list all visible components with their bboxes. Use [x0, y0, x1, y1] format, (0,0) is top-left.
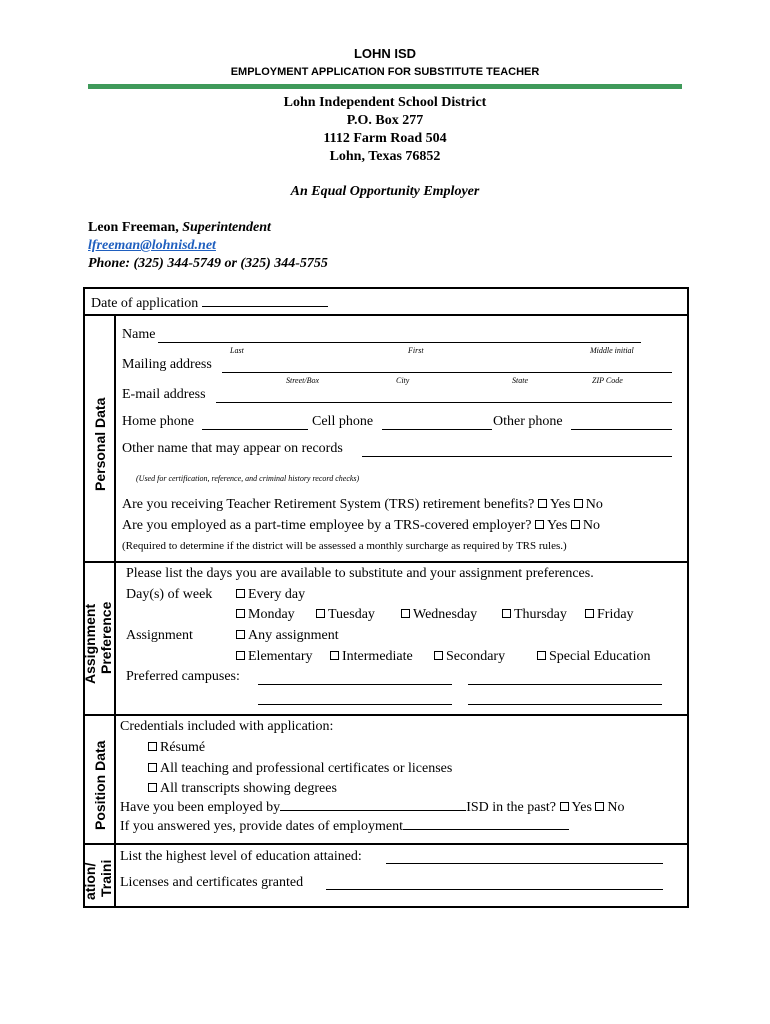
- date-label: Date of application: [91, 296, 199, 311]
- employed-question: Have you been employed by ISD in the past? Yes No: [120, 800, 625, 815]
- intermediate-option: Intermediate: [330, 649, 413, 665]
- special-ed-option: Special Education: [537, 649, 650, 665]
- monday-option: Monday: [236, 607, 295, 623]
- campus-input-2[interactable]: [468, 684, 662, 685]
- name-input[interactable]: [158, 342, 641, 343]
- trs2-no-checkbox[interactable]: [571, 520, 580, 529]
- email-label: E-mail address: [122, 387, 206, 402]
- any-assignment-option: Any assignment: [236, 628, 339, 644]
- side-label-assignment: Assignment: [82, 603, 98, 684]
- home-phone-label: Home phone: [122, 414, 194, 429]
- name-first-hint: First: [408, 346, 424, 355]
- tuesday-option: Tuesday: [316, 607, 375, 623]
- assignment-label: Assignment: [126, 628, 193, 643]
- highest-education-input[interactable]: [386, 863, 663, 864]
- mailing-input[interactable]: [222, 372, 672, 373]
- special-ed-checkbox[interactable]: [537, 651, 546, 660]
- highest-education-label: List the highest level of education attained:: [120, 849, 362, 864]
- side-label-education: ation/: [82, 862, 98, 900]
- every-day-option: Every day: [236, 587, 305, 603]
- email-input[interactable]: [216, 402, 672, 403]
- side-column-divider: [114, 314, 116, 906]
- resume-checkbox[interactable]: [148, 742, 157, 751]
- trs-question-2: Are you employed as a part-time employee by a TRS-covered employer? Yes No: [122, 518, 600, 533]
- superintendent: [88, 220, 271, 236]
- mail-street-hint: Street/Box: [286, 376, 320, 385]
- thursday-option: Thursday: [502, 607, 567, 623]
- elementary-option: Elementary: [236, 649, 313, 665]
- trs1-yes-checkbox[interactable]: [538, 499, 547, 508]
- cell-phone-input[interactable]: [382, 429, 492, 430]
- tuesday-checkbox[interactable]: [316, 609, 325, 618]
- name-last-hint: Last: [230, 346, 244, 355]
- side-label-personal: Personal Data: [92, 397, 108, 491]
- superintendent-phone: Phone: (325) 344-5749 or (325) 344-5755: [88, 256, 328, 271]
- home-phone-input[interactable]: [202, 429, 308, 430]
- transcripts-option: All transcripts showing degrees: [148, 781, 337, 797]
- any-assignment-checkbox[interactable]: [236, 630, 245, 639]
- equal-opportunity: An Equal Opportunity Employer: [290, 184, 480, 199]
- district-name-input[interactable]: [280, 798, 466, 811]
- every-day-checkbox[interactable]: [236, 589, 245, 598]
- trs-question-1: Are you receiving Teacher Retirement System (TRS) retirement benefits? Yes No: [122, 497, 603, 512]
- wednesday-option: Wednesday: [401, 607, 477, 623]
- campus-input-1[interactable]: [258, 684, 452, 685]
- form-title: LOHN ISD: [353, 46, 417, 61]
- secondary-option: Secondary: [434, 649, 505, 665]
- secondary-checkbox[interactable]: [434, 651, 443, 660]
- name-label: Name: [122, 327, 156, 342]
- other-name-note: (Used for certification, reference, and criminal history record checks): [136, 474, 360, 483]
- mail-city-hint: City: [396, 376, 410, 385]
- friday-option: Friday: [585, 607, 634, 623]
- name-middle-hint: Middle initial: [590, 346, 634, 355]
- elementary-checkbox[interactable]: [236, 651, 245, 660]
- side-label-training: Traini: [98, 859, 114, 897]
- licenses-input[interactable]: [326, 889, 663, 890]
- other-name-label: Other name that may appear on records: [122, 441, 343, 456]
- days-label: Day(s) of week: [126, 587, 213, 602]
- other-phone-label: Other phone: [493, 414, 563, 429]
- credentials-label: Credentials included with application:: [120, 719, 334, 734]
- assignment-divider: [83, 561, 687, 563]
- certificates-checkbox[interactable]: [148, 763, 157, 772]
- employment-dates-input[interactable]: [403, 817, 569, 830]
- cell-phone-label: Cell phone: [312, 414, 374, 429]
- other-name-input[interactable]: [362, 456, 672, 457]
- date-input[interactable]: [202, 294, 328, 307]
- certificates-option: All teaching and professional certificates or licenses: [148, 761, 452, 777]
- mail-state-hint: State: [512, 376, 528, 385]
- intermediate-checkbox[interactable]: [330, 651, 339, 660]
- district-city: Lohn, Texas 76852: [329, 149, 441, 164]
- employed-yes-checkbox[interactable]: [560, 802, 569, 811]
- superintendent-role: Superintendent: [182, 220, 271, 235]
- campus-input-3[interactable]: [258, 704, 452, 705]
- side-label-preference: Preference: [98, 601, 114, 674]
- district-po-box: P.O. Box 277: [346, 113, 424, 128]
- other-phone-input[interactable]: [571, 429, 672, 430]
- licenses-label: Licenses and certificates granted: [120, 875, 304, 890]
- date-of-application: [91, 294, 328, 312]
- resume-option: Résumé: [148, 740, 205, 756]
- monday-checkbox[interactable]: [236, 609, 245, 618]
- campus-input-4[interactable]: [468, 704, 662, 705]
- district-street: 1112 Farm Road 504: [323, 131, 447, 146]
- education-divider: [83, 843, 687, 845]
- superintendent-name: Leon Freeman,: [88, 220, 179, 235]
- position-divider: [83, 714, 687, 716]
- side-label-position: Position Data: [92, 740, 108, 830]
- form-subtitle: EMPLOYMENT APPLICATION FOR SUBSTITUTE TEACHER: [230, 66, 540, 78]
- employment-dates: If you answered yes, provide dates of employment: [120, 817, 569, 835]
- mailing-label: Mailing address: [122, 357, 212, 372]
- district-name: Lohn Independent School District: [283, 95, 487, 110]
- superintendent-email[interactable]: lfreeman@lohnisd.net: [88, 238, 216, 253]
- transcripts-checkbox[interactable]: [148, 783, 157, 792]
- mail-zip-hint: ZIP Code: [592, 376, 623, 385]
- friday-checkbox[interactable]: [585, 609, 594, 618]
- date-row-divider: [83, 314, 687, 316]
- trs1-no-checkbox[interactable]: [574, 499, 583, 508]
- thursday-checkbox[interactable]: [502, 609, 511, 618]
- trs-note: (Required to determine if the district will be assessed a monthly surcharge as required by TRS rules.): [122, 540, 567, 552]
- employed-no-checkbox[interactable]: [595, 802, 604, 811]
- trs2-yes-checkbox[interactable]: [535, 520, 544, 529]
- wednesday-checkbox[interactable]: [401, 609, 410, 618]
- campuses-label: Preferred campuses:: [126, 669, 240, 684]
- assignment-intro: Please list the days you are available to substitute and your assignment preferences.: [126, 566, 594, 581]
- header-divider: [88, 84, 682, 89]
